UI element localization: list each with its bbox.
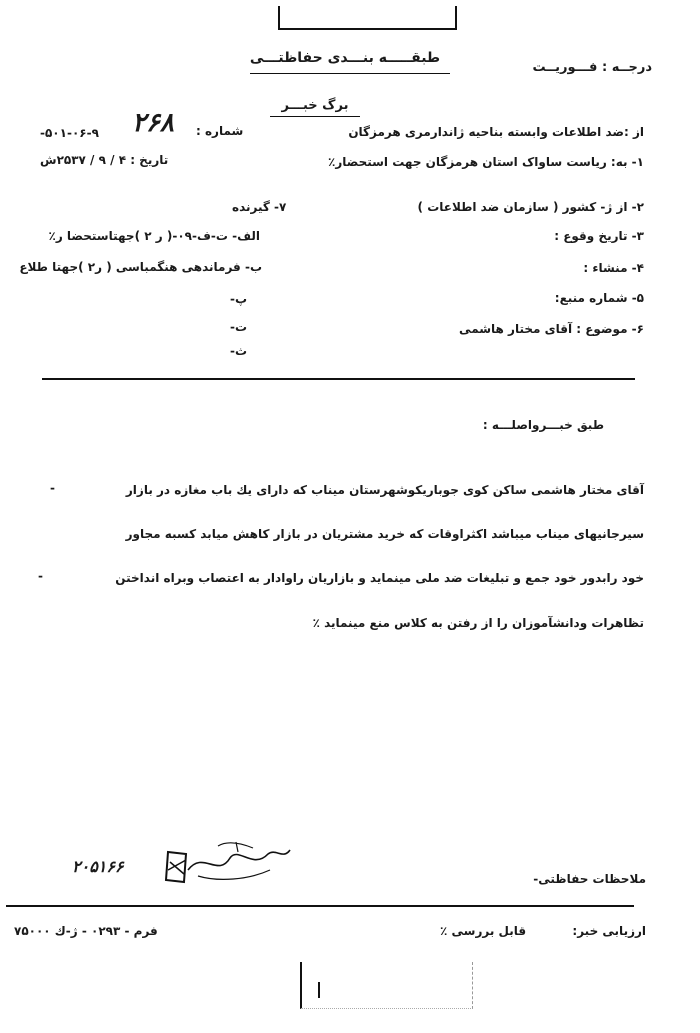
body-line: سیرجانیهای میناب میباشد اکثراوقات که خرید مشتریان در بازار کاهش میابد کسبه مجاور [125, 527, 644, 541]
date-occurrence-field: ۳- تاریخ وقوع : [554, 229, 644, 243]
body-line-dash: - [50, 481, 55, 495]
evaluation-value: قابل بررسی ٪ [440, 924, 527, 938]
body-line: تظاهرات ودانشآموزان را از رفتن به کلاس منع مینماید ٪ [312, 616, 644, 630]
recipient-item: الف- ت-ف-۰۹-( ر ۲ )جهتاستحضا ر٪ [48, 229, 260, 243]
number-label: شماره : [196, 124, 244, 138]
country-source-field: ۲- از ژ- کشور ( سازمان ضد اطلاعات ) [417, 200, 644, 214]
section-divider [42, 378, 635, 380]
bottom-stamp-box [300, 962, 473, 1009]
source-number-field: ۵- شماره منبع: [554, 291, 644, 305]
date-line: تاریخ : ۴ / ۹ / ۲۵۳۷ش [40, 153, 169, 167]
to-line: ۱- به: ریاست ساواک استان هرمزگان جهت استحضار٪ [328, 155, 644, 169]
recipient-item: پ- [230, 292, 248, 306]
footer-divider [6, 905, 634, 907]
body-line: آقای مختار هاشمی ساکن کوی جوباریکوشهرستان میناب که دارای یك باب مغازه در بازار [125, 483, 644, 497]
origin-field: ۴- منشاء : [583, 261, 644, 275]
subject-field: ۶- موضوع : آقای مختار هاشمی [459, 322, 644, 336]
recipients-label: ۷- گیرنده [232, 200, 287, 214]
remarks-label: ملاحظات حفاظتی- [533, 872, 646, 886]
recipient-item: ث- [230, 344, 248, 358]
recipient-item: ت- [230, 320, 248, 334]
form-code: فرم - ۰۲۹۳ - ژ-ك ۷۵۰۰۰ [14, 924, 158, 938]
bottom-stamp-mark [318, 982, 320, 998]
recipient-item: ب- فرماندهی هنگمباسی ( ر۲ )جهتا طلاع [19, 260, 262, 274]
body-intro: طبق خبـــرواصلـــه : [482, 418, 604, 432]
evaluation-label: ارزیابی خبر: [572, 924, 646, 938]
from-line: از :ضد اطلاعات وابسته بناحیه ژاندارمری هرمزگان [348, 125, 644, 139]
number-printed: ۵۰۱-۰۶-۹- [40, 126, 99, 140]
number-handwritten: ۲۶۸ [132, 108, 174, 138]
classification-underline [250, 73, 450, 74]
classification-stamp-box [278, 6, 457, 30]
handwritten-number: ۲۰۵۱۶۶ [72, 857, 124, 876]
priority-label: درجــه : فـــوریــت [532, 60, 652, 75]
signature-scribble [158, 840, 298, 890]
classification-label: طبقـــــه بنـــدی حفاظتـــی [249, 50, 441, 66]
body-line-dash: - [38, 569, 43, 583]
body-line: خود رابدور خود جمع و تبلیغات ضد ملی مینماید و بازاریان راوادار به اعتصاب وبراه انداختن [115, 571, 644, 585]
form-title-underline [270, 116, 360, 117]
form-title: برگ خبـــر [281, 98, 349, 113]
